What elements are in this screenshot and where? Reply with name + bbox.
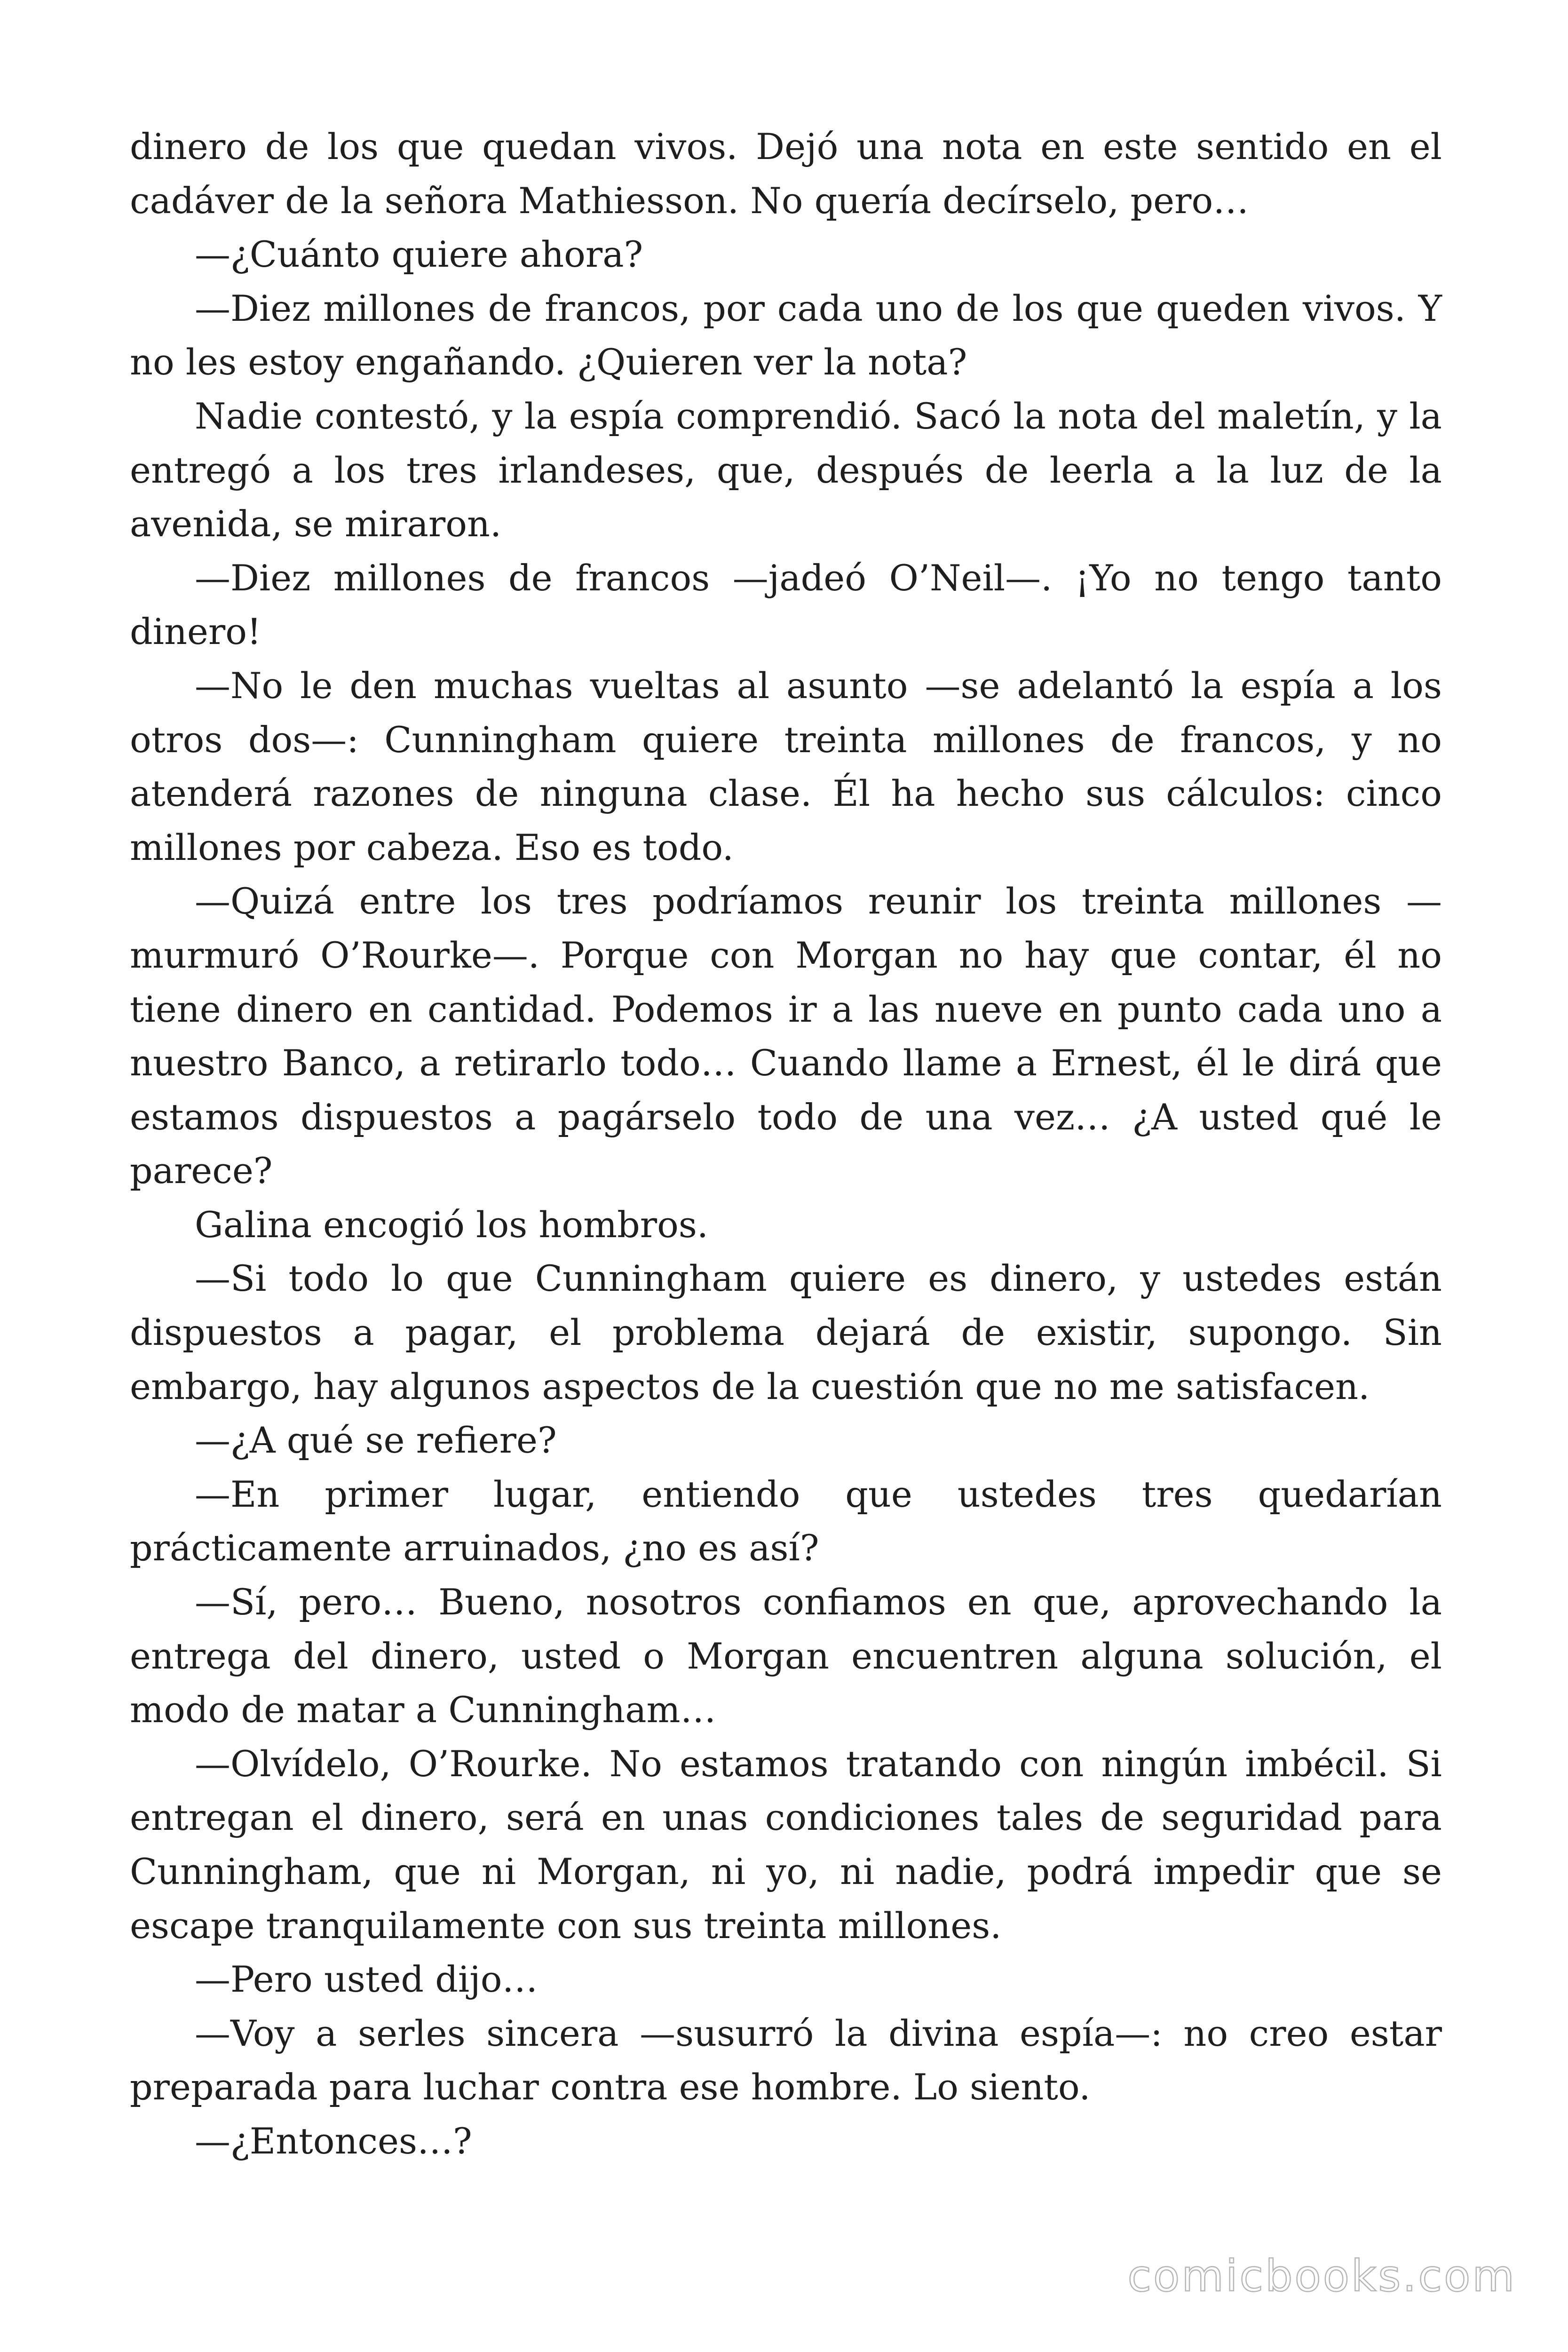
dialogue-paragraph: —¿Cuánto quiere ahora? [195, 233, 643, 276]
dialogue-paragraph: —¿A qué se refiere? [195, 1419, 557, 1462]
dialogue-paragraph: —Si todo lo que Cunningham quiere es dinero, y ustedes están dispuestos a pagar, el problema dejará de existir, supongo. Sin embargo, hay algunos aspectos de la cuestión que no me satisfacen. [130, 1257, 1442, 1407]
dialogue-paragraph: —Diez millones de francos —jadeó O’Neil—. ¡Yo no tengo tanto dinero! [130, 556, 1442, 653]
dialogue-paragraph: —En primer lugar, entiendo que ustedes tres quedarían prácticamente arruinados, ¿no es así? [130, 1473, 1442, 1569]
page-body-text [130, 120, 1442, 2169]
dialogue-paragraph: —¿Entonces…? [195, 2120, 472, 2162]
dialogue-paragraph: —Diez millones de francos, por cada uno de los que queden vivos. Y no les estoy engañando. ¿Quieren ver la nota? [130, 287, 1442, 383]
dialogue-paragraph: —Olvídelo, O’Rourke. No estamos tratando con ningún imbécil. Si entregan el dinero, será en unas condiciones tales de seguridad para Cunningham, que ni Morgan, ni yo, ni nadie, podrá impedir que se escape tranquilamente con sus treinta millones. [130, 1742, 1442, 1947]
paragraph-continuation: dinero de los que quedan vivos. Dejó una nota en este sentido en el cadáver de la señora Mathiesson. No quería decírselo, pero… [130, 126, 1442, 222]
dialogue-paragraph: —No le den muchas vueltas al asunto —se adelantó la espía a los otros dos—: Cunningham quiere treinta millones de francos, y no atenderá razones de ninguna clase. Él ha hecho sus cálculos: cinco millones por cabeza. Eso es todo. [130, 664, 1442, 868]
dialogue-paragraph: —Sí, pero… Bueno, nosotros confiamos en que, aprovechando la entrega del dinero, usted o Morgan encuentren alguna solución, el modo de matar a Cunningham… [130, 1581, 1442, 1731]
watermark: comicbooks.com [1127, 2251, 1516, 2301]
dialogue-paragraph: —Quizá entre los tres podríamos reunir los treinta millones — murmuró O’Rourke—. Porque con Morgan no hay que contar, él no tiene dinero en cantidad. Podemos ir a las nueve en punto cada uno a nuestro Banco, a retirarlo todo… Cuando llame a Ernest, él le dirá que estamos dispuestos a pagárselo todo de una vez… ¿A usted qué le parece? [130, 880, 1442, 1192]
narration-paragraph: Nadie contestó, y la espía comprendió. Sacó la nota del maletín, y la entregó a los tres irlandeses, que, después de leerla a la luz de la avenida, se miraron. [130, 395, 1442, 545]
dialogue-paragraph: —Pero usted dijo… [195, 1958, 538, 2001]
dialogue-paragraph: —Voy a serles sincera —susurró la divina espía—: no creo estar preparada para luchar contra ese hombre. Lo siento. [130, 2012, 1442, 2108]
narration-paragraph: Galina encogió los hombros. [195, 1203, 709, 1246]
